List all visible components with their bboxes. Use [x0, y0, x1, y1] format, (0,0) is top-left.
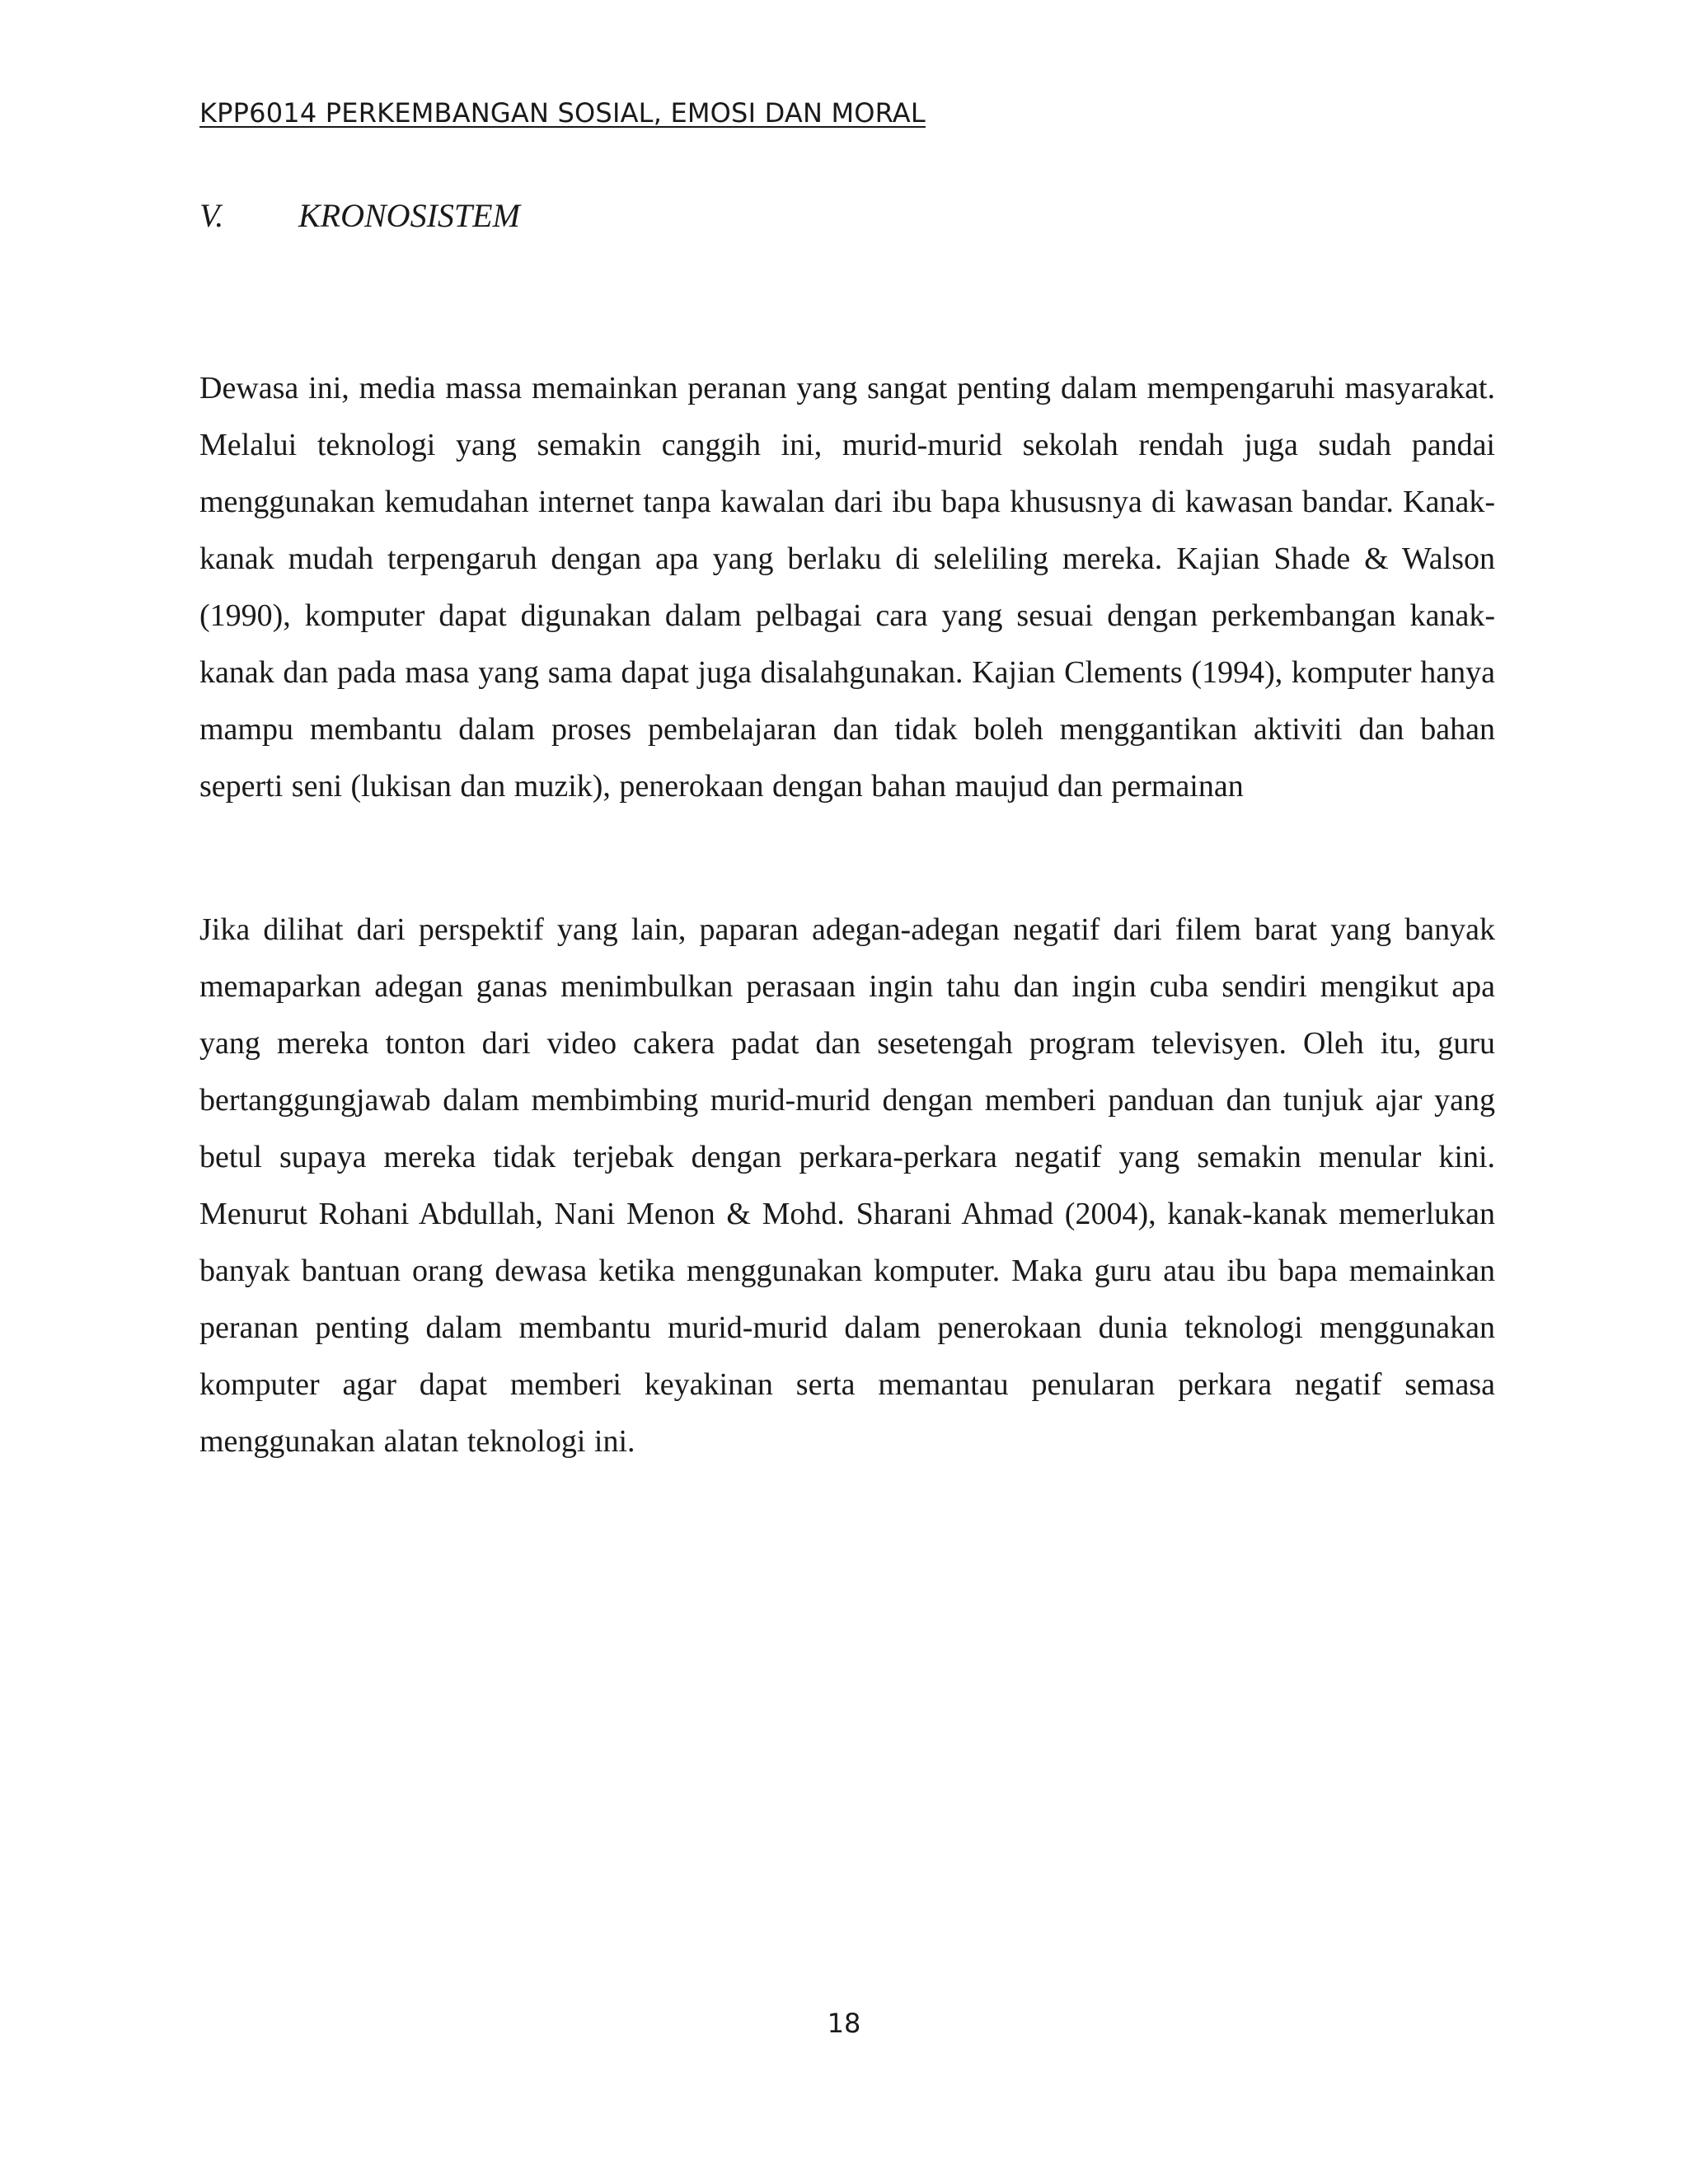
page-header: KPP6014 PERKEMBANGAN SOSIAL, EMOSI DAN MORAL	[199, 97, 926, 129]
section-title: KRONOSISTEM	[298, 197, 520, 234]
section-number: V.	[199, 197, 224, 234]
body-paragraph-2: Jika dilihat dari perspektif yang lain, paparan adegan-adegan negatif dari filem barat yang banyak memaparkan adegan ganas menimbulkan perasaan ingin tahu dan ingin cuba sendiri mengikut apa yang mereka tonton dari video cakera padat dan sesetengah program televisyen. Oleh itu, guru bertanggungjawab dalam membimbing murid-murid dengan memberi panduan dan tunjuk ajar yang betul supaya mereka tidak terjebak dengan perkara-perkara negatif yang semakin menular kini. Menurut Rohani Abdullah, Nani Menon & Mohd. Sharani Ahmad (2004), kanak-kanak memerlukan banyak bantuan orang dewasa ketika menggunakan komputer. Maka guru atau ibu bapa memainkan peranan penting dalam membantu murid-murid dalam penerokaan dunia teknologi menggunakan komputer agar dapat memberi keyakinan serta memantau penularan perkara negatif semasa menggunakan alatan teknologi ini.	[199, 912, 1495, 1459]
section-heading	[199, 196, 520, 235]
page-number: 18	[827, 2008, 861, 2039]
body-paragraph-1: Dewasa ini, media massa memainkan peranan yang sangat penting dalam mempengaruhi masyarakat. Melalui teknologi yang semakin canggih ini, murid-murid sekolah rendah juga sudah pandai menggunakan kemudahan internet tanpa kawalan dari ibu bapa khususnya di kawasan bandar. Kanak-kanak mudah terpengaruh dengan apa yang berlaku di seleliling mereka. Kajian Shade & Walson (1990), komputer dapat digunakan dalam pelbagai cara yang sesuai dengan perkembangan kanak-kanak dan pada masa yang sama dapat juga disalahgunakan. Kajian Clements (1994), komputer hanya mampu membantu dalam proses pembelajaran dan tidak boleh menggantikan aktiviti dan bahan seperti seni (lukisan dan muzik), penerokaan dengan bahan maujud dan permainan	[199, 371, 1495, 804]
